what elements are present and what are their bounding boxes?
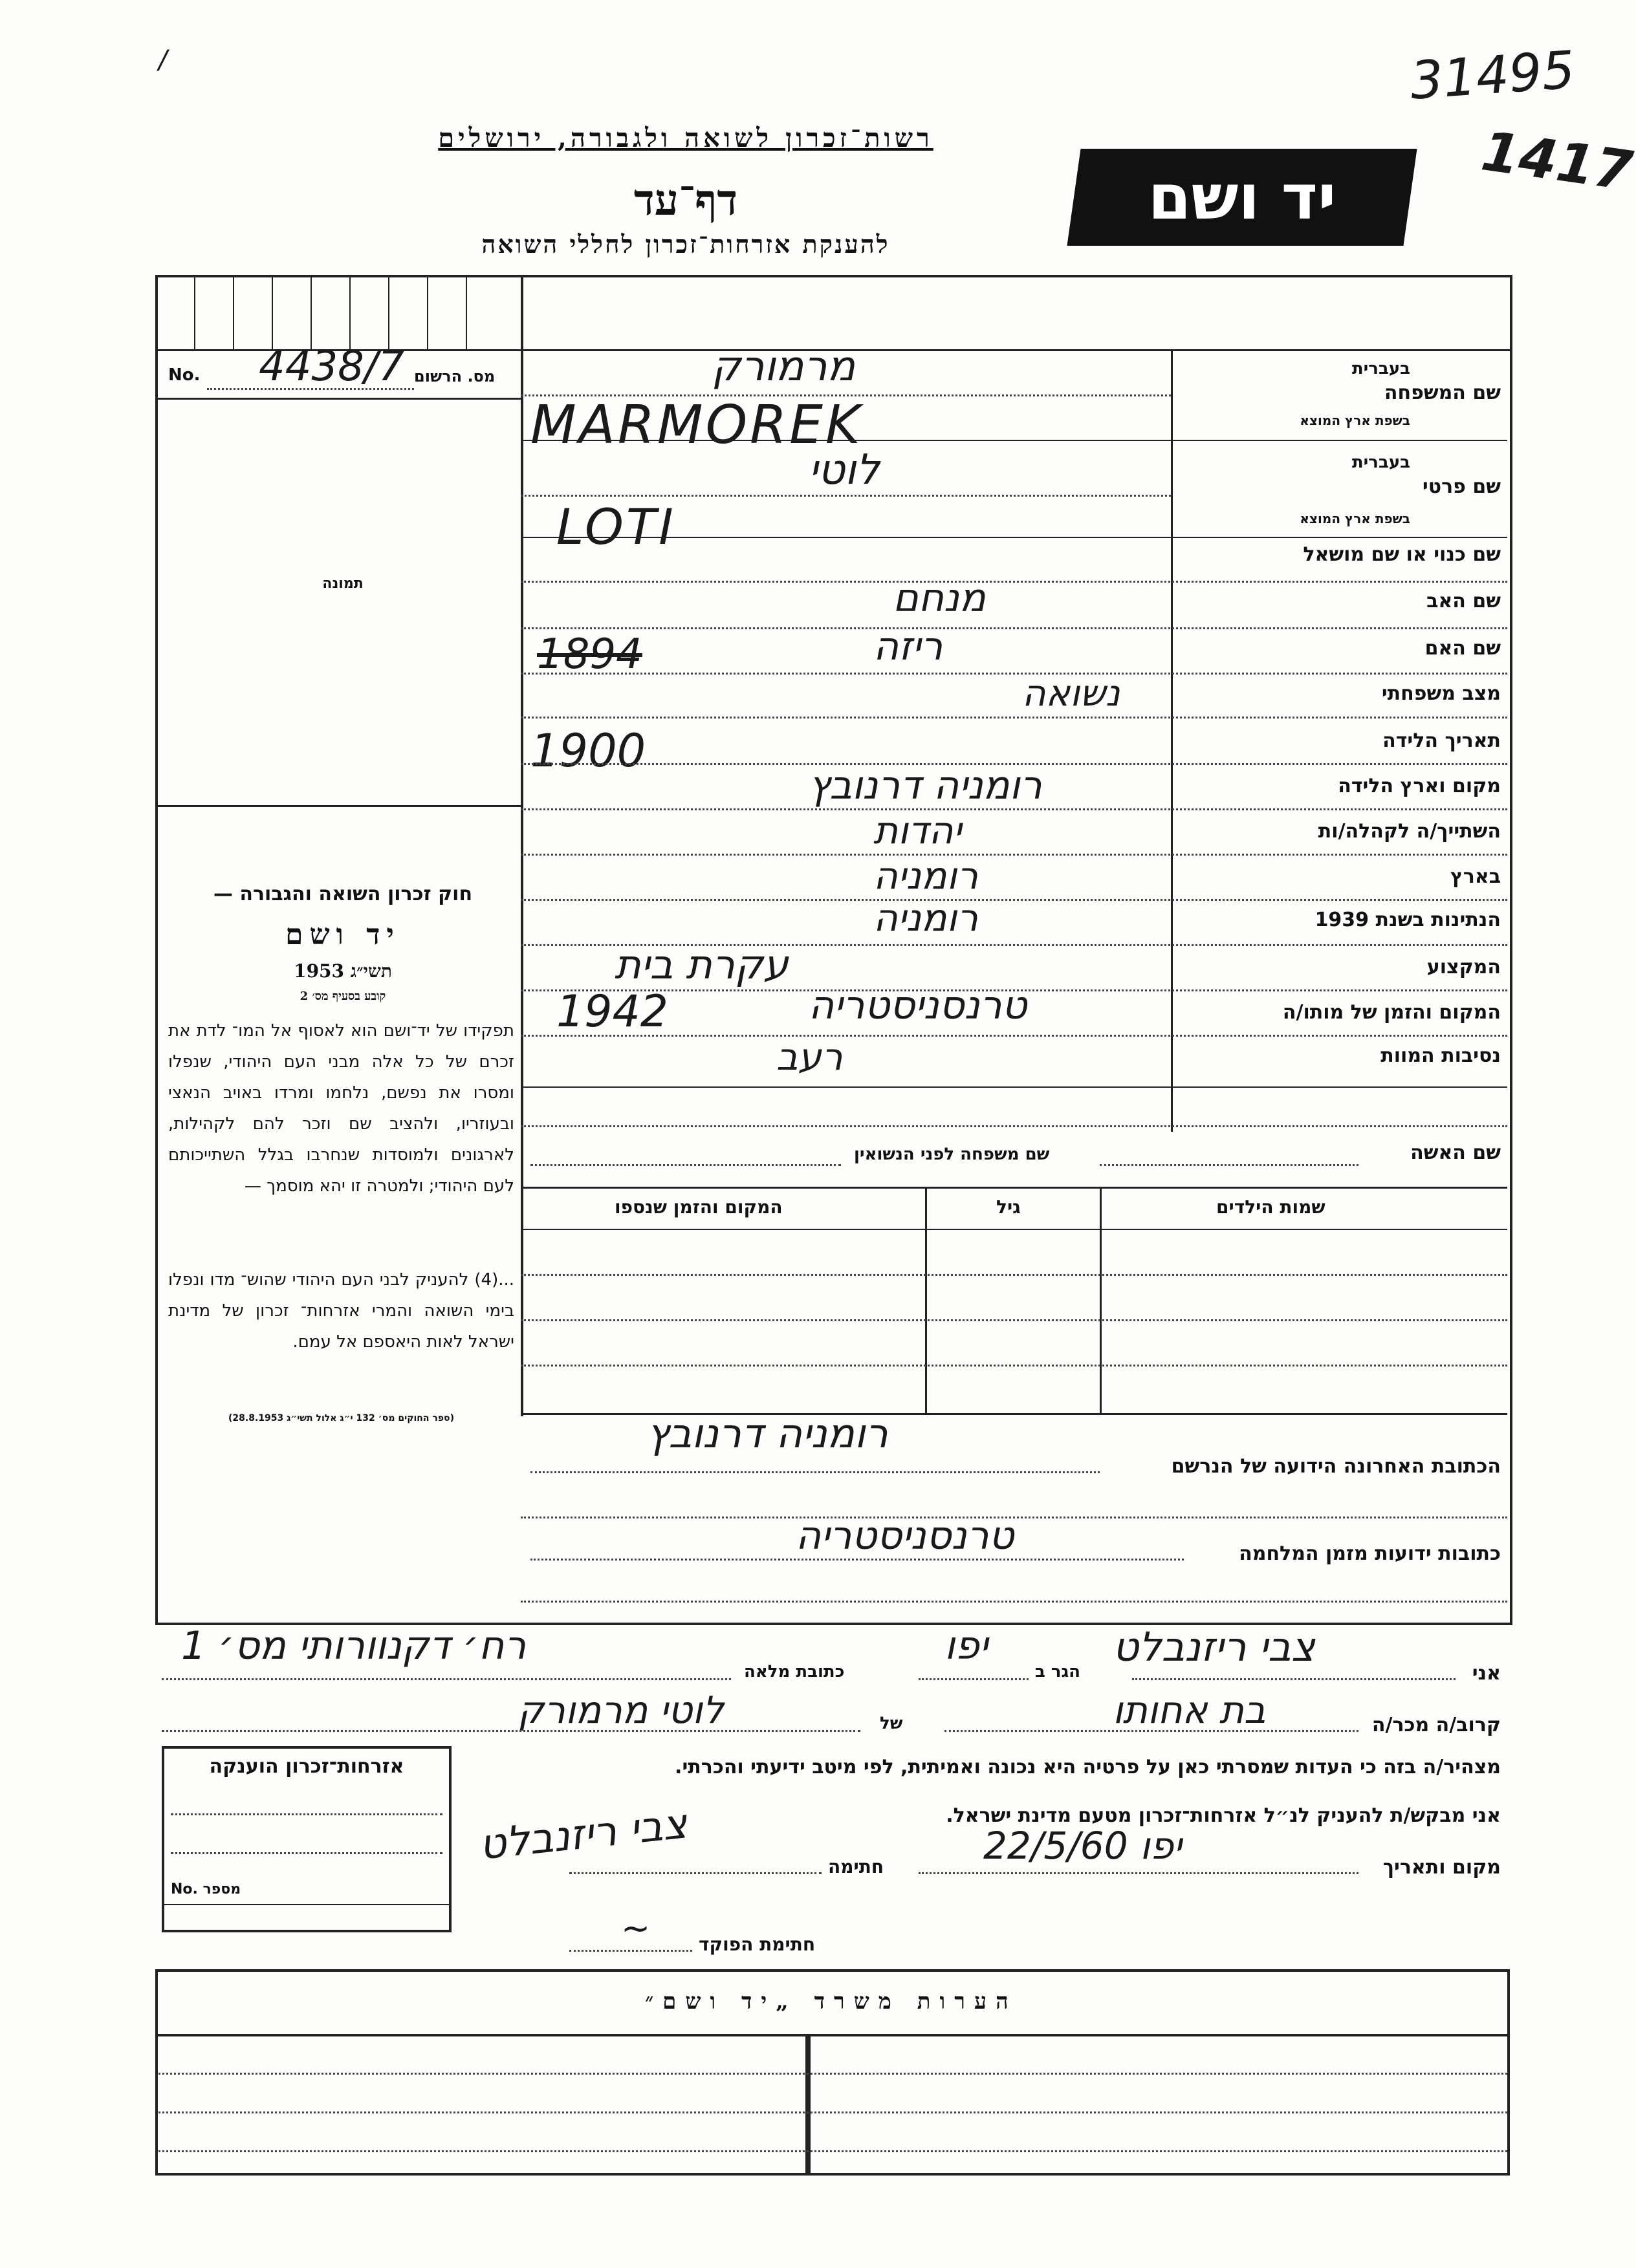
registration-prefix: No. [168, 365, 201, 385]
marital-status-label: מצב משפחתי [1381, 682, 1501, 705]
place-date-value: יפו 22/5/60 [983, 1824, 1183, 1868]
country-value: רומניה [873, 854, 979, 898]
children-place-header: המקום והזמן שנספו [615, 1196, 783, 1218]
family-name-label: שם המשפחה [1384, 382, 1501, 404]
in-hebrew-label-2: בעברית [1351, 453, 1410, 472]
law-clause: קובע בסעיף מס׳ 2 [300, 989, 386, 1003]
first-name-latin: LOTI [556, 498, 676, 556]
request-text: אני מבקש/ת להעניק לנ״ל אזרחות־זכרון מטעם מדינת ישראל. [946, 1804, 1501, 1827]
place-date-label: מקום ותאריך [1382, 1856, 1501, 1879]
declarant-city: יפו [944, 1623, 988, 1669]
full-address-label: כתובת מלאה [744, 1662, 845, 1681]
full-address-value: רח׳ דקנוורותי מס׳ 1 [181, 1623, 527, 1669]
profession-value: עקרת בית [615, 941, 789, 988]
citizenship-value: רומניה [873, 896, 979, 940]
in-origin-label-1: בשפת ארץ המוצא [1300, 413, 1410, 428]
in-origin-label-2: בשפת ארץ המוצא [1300, 511, 1410, 526]
photo-label: תמונה [322, 576, 364, 592]
father-name-value: מנחם [893, 576, 986, 621]
in-hebrew-label-1: בעברית [1351, 359, 1410, 378]
community-label: השתייך/ה לקהלה/ות [1318, 820, 1501, 843]
of-value: לוטי מרמורק [518, 1688, 724, 1732]
first-name-hebrew: לוטי [809, 446, 880, 494]
law-footnote: (ספר החוקים מס׳ 132 י״ג אלול תשי״ג 28.8.1953) [228, 1413, 454, 1423]
officer-signature-label: חתימת הפוקד [699, 1934, 816, 1955]
mother-name-label: שם האם [1424, 637, 1501, 660]
signature-value: צבי ריזנבלט [477, 1800, 690, 1870]
law-name: יד ושם [285, 918, 400, 951]
law-text-main: תפקידו של יד־ושם הוא לאסוף אל המו־ לדת את זכרם של כל אלה מבני העם היהודי, שנפלו ומסרו את נפשם, נלחמו ומרדו באויב הנאצי ובעוזריו, ולהציב שם וזכר להם לקהילות, לארגונים ולמוסדות שנחרבו בגלל השתייכותם לעם היהודי; ולמטרה זו יהא מוסמך — [168, 1021, 514, 1196]
office-notes-title: הערות משרד „יד ושם״ [645, 1989, 1018, 2014]
community-value: יהדות [873, 808, 962, 852]
first-name-label: שם פרטי [1422, 475, 1501, 498]
award-box-title: אזרחות־זכרון הוענקה [209, 1755, 404, 1778]
war-address-value: טרנסניסטריה [796, 1513, 1014, 1559]
birth-date-value: 1900 [530, 724, 646, 777]
family-name-latin: MARMOREK [530, 394, 863, 456]
law-title: חוק זכרון השואה והגבורה — [213, 883, 473, 905]
country-label: בארץ [1450, 865, 1501, 888]
profession-label: המקצוע [1426, 956, 1501, 978]
last-address-value: רומניה דרנובץ [647, 1410, 888, 1457]
yad-vashem-logo [1067, 149, 1417, 246]
marital-status-value: נשואה [1022, 673, 1120, 715]
nickname-label: שם כנוי או שם מושאל [1303, 543, 1501, 566]
form-subtitle: להענקת אזרחות־זכרון לחללי השואה [481, 230, 890, 259]
family-name-hebrew: מרמורק [712, 343, 856, 391]
law-text-clause4: ...(4) להעניק לבני העם היהודי שהוש־ מדו ונפלו בימי השואה והמרי אזרחות־ זכרון של מדינת ישראל לאות היאספם אל עמם. [168, 1270, 514, 1352]
award-box [162, 1746, 452, 1932]
logo-text: יד ושם [1148, 161, 1336, 233]
last-address-label: הכתובת האחרונה הידועה של הנרשם [1171, 1455, 1501, 1478]
mother-name-value: ריזה [873, 624, 943, 669]
war-address-label: כתובות ידועות מזמן המלחמה [1239, 1542, 1501, 1565]
archive-number-secondary: 1417 [1478, 119, 1636, 203]
registration-number: 4438/7 [259, 343, 405, 391]
spouse-label: שם האשה [1410, 1141, 1501, 1164]
children-names-header: שמות הילדים [1216, 1196, 1325, 1218]
relation-value: בת אחותו [1113, 1688, 1266, 1732]
children-age-header: גיל [996, 1196, 1021, 1218]
relation-label: קרוב/ה מכר/ה [1371, 1714, 1501, 1736]
citizenship-label: הנתינות בשנת 1939 [1314, 909, 1501, 931]
death-place-label: המקום והזמן של מותו/ה [1282, 1001, 1501, 1024]
officer-signature-mark: ~ [621, 1908, 651, 1949]
death-circumstances-label: נסיבות המוות [1380, 1044, 1501, 1067]
resides-label: הגר ב [1035, 1662, 1081, 1681]
form-title: דף־עד [633, 175, 738, 225]
archive-number: 31495 [1408, 39, 1577, 111]
death-circumstances-value: רעב [776, 1035, 843, 1079]
struck-year: 1894 [537, 631, 642, 678]
maiden-name-label: שם משפחה לפני הנשואין [854, 1145, 1050, 1164]
father-name-label: שם האב [1426, 590, 1501, 612]
registration-label: מס. הרשום [414, 367, 496, 385]
birth-place-value: רומניה דרנובץ [809, 763, 1042, 808]
declarant-i-label: אני [1472, 1662, 1501, 1685]
birth-date-label: תאריך הלידה [1382, 729, 1501, 752]
law-year: תשי״ג 1953 [294, 960, 392, 982]
corner-mark: / [158, 45, 168, 75]
declaration-text: מצהיר/ה בזה כי העדות שמסרתי כאן על פרטיה היא נכונה ואמיתית, לפי מיטב ידיעתי והכרתי. [675, 1756, 1501, 1778]
declarant-name: צבי ריזנבלט [1113, 1623, 1315, 1670]
award-box-number-label: No. מספר [171, 1881, 241, 1897]
death-place-value: טרנסניסטריה [809, 983, 1027, 1028]
birth-place-label: מקום וארץ הלידה [1338, 775, 1501, 797]
death-year: 1942 [556, 986, 669, 1037]
of-label: של [880, 1714, 903, 1733]
signature-label: חתימה [828, 1856, 884, 1877]
authority-name: רשות־זכרון לשואה ולגבורה, ירושלים [438, 123, 933, 153]
